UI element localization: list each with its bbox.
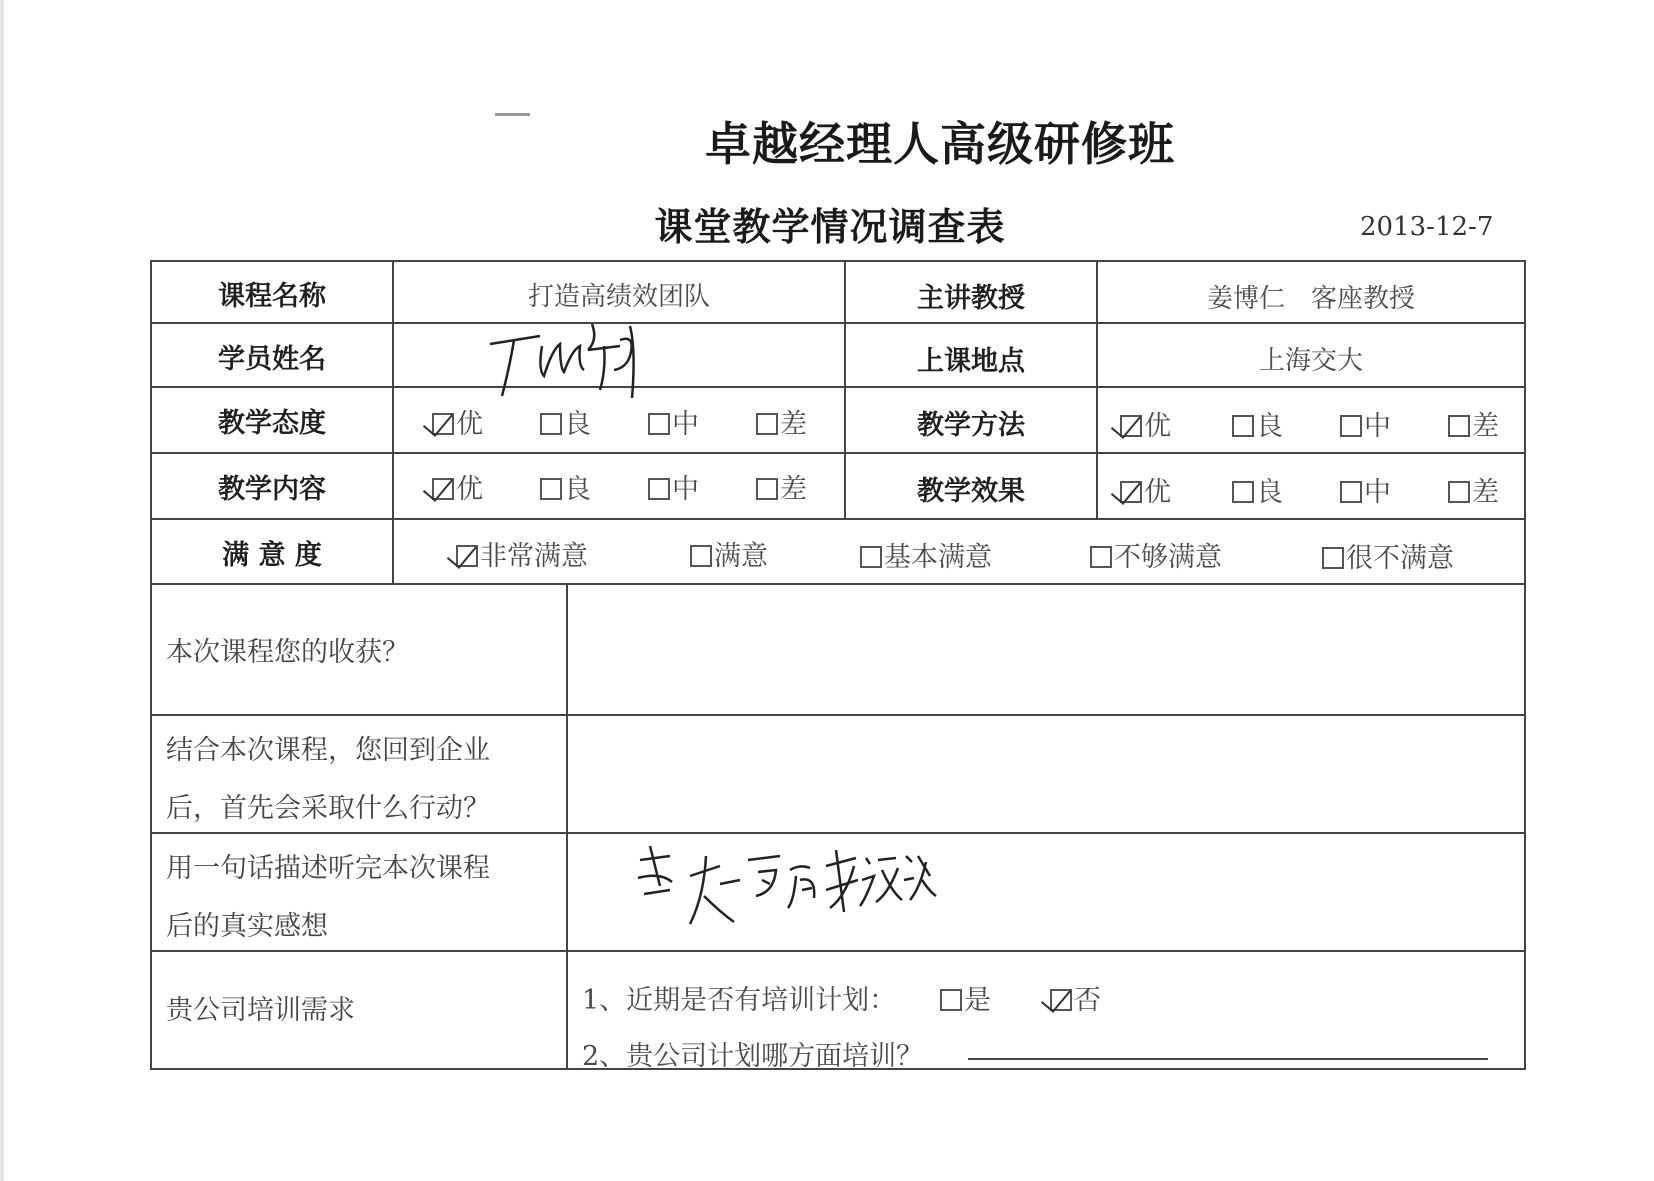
grid-line (150, 260, 152, 1070)
training-plan-question: 1、近期是否有培训计划： (582, 985, 897, 1016)
grid-line (150, 322, 1526, 324)
checkbox-icon (648, 413, 670, 435)
grid-line (150, 950, 1526, 952)
checkbox-icon (860, 546, 882, 568)
teaching-method-label: 教学方法 (917, 410, 1025, 441)
question-action-line1: 结合本次课程，您回到企业 (166, 735, 490, 766)
checkbox-icon (648, 478, 670, 500)
question-action-line2: 后，首先会采取什么行动？ (166, 793, 490, 824)
checkbox-icon (940, 989, 962, 1011)
checkbox-icon (1322, 547, 1344, 569)
attitude-option-poor[interactable]: 差 (756, 402, 807, 441)
grid-line (150, 714, 1526, 716)
checkbox-icon (1232, 415, 1254, 437)
course-name-label: 课程名称 (218, 281, 326, 312)
grid-line (150, 260, 1526, 262)
student-signature (480, 310, 670, 400)
method-option-excellent[interactable]: 优 (1120, 404, 1171, 443)
student-name-label: 学员姓名 (218, 344, 326, 375)
grid-line (150, 386, 1526, 388)
location-value: 上海交大 (1258, 346, 1363, 376)
checkbox-icon (1340, 415, 1362, 437)
handwritten-answer (630, 836, 940, 946)
effect-option-excellent[interactable]: 优 (1120, 470, 1171, 509)
location-label: 上课地点 (917, 346, 1025, 377)
checkbox-icon (756, 413, 778, 435)
grid-line (150, 518, 1526, 520)
grid-line (566, 583, 568, 1070)
question-gains: 本次课程您的收获？ (166, 637, 409, 668)
form-subtitle: 课堂教学情况调查表 (654, 205, 1006, 249)
checkbox-icon (540, 478, 562, 500)
checkbox-checked-icon (432, 413, 454, 435)
training-area-answer-line[interactable] (968, 1058, 1488, 1060)
training-plan-no[interactable]: 否 (1050, 978, 1101, 1017)
checkbox-checked-icon (456, 545, 478, 567)
form-date: 2013-12-7 (1360, 212, 1494, 242)
checkbox-icon (756, 478, 778, 500)
checkbox-icon (1448, 415, 1470, 437)
question-feeling-line2: 后的真实感想 (166, 911, 328, 942)
checkbox-icon (1232, 481, 1254, 503)
satisfaction-option-basically-satisfied[interactable]: 基本满意 (860, 535, 992, 574)
content-option-average[interactable]: 中 (648, 467, 699, 506)
effect-option-good[interactable]: 良 (1232, 470, 1283, 509)
content-option-poor[interactable]: 差 (756, 467, 807, 506)
effect-option-poor[interactable]: 差 (1448, 470, 1499, 509)
checkbox-icon (1448, 481, 1470, 503)
course-name-value: 打造高绩效团队 (527, 282, 710, 312)
attitude-option-good[interactable]: 良 (540, 402, 591, 441)
question-feeling-line1: 用一句话描述听完本次课程 (166, 853, 490, 884)
satisfaction-option-very-unsatisfied[interactable]: 很不满意 (1322, 536, 1454, 575)
checkbox-icon (540, 413, 562, 435)
question-training-needs: 贵公司培训需求 (166, 995, 355, 1026)
teaching-effect-label: 教学效果 (917, 476, 1025, 507)
form-title: 卓越经理人高级研修班 (705, 117, 1175, 171)
method-option-average[interactable]: 中 (1340, 404, 1391, 443)
satisfaction-option-very-satisfied[interactable]: 非常满意 (456, 534, 588, 573)
grid-line (150, 583, 1526, 585)
training-area-question: 2、贵公司计划哪方面培训？ (582, 1041, 924, 1072)
teaching-content-label: 教学内容 (218, 474, 326, 505)
checkbox-checked-icon (432, 478, 454, 500)
satisfaction-label: 满 意 度 (222, 540, 322, 571)
checkbox-checked-icon (1120, 481, 1142, 503)
grid-line (150, 452, 1526, 454)
attitude-option-excellent[interactable]: 优 (432, 402, 483, 441)
content-option-excellent[interactable]: 优 (432, 467, 483, 506)
attitude-option-average[interactable]: 中 (648, 402, 699, 441)
checkbox-checked-icon (1050, 989, 1072, 1011)
method-option-good[interactable]: 良 (1232, 404, 1283, 443)
method-option-poor[interactable]: 差 (1448, 404, 1499, 443)
checkbox-icon (690, 545, 712, 567)
training-plan-yes[interactable]: 是 (940, 978, 991, 1017)
grid-line (1524, 260, 1526, 1070)
teaching-attitude-label: 教学态度 (218, 408, 326, 439)
satisfaction-option-not-satisfied[interactable]: 不够满意 (1090, 535, 1222, 574)
effect-option-average[interactable]: 中 (1340, 470, 1391, 509)
checkbox-icon (1340, 481, 1362, 503)
satisfaction-option-satisfied[interactable]: 满意 (690, 534, 768, 573)
professor-label: 主讲教授 (917, 283, 1025, 314)
checkbox-checked-icon (1120, 415, 1142, 437)
checkbox-icon (1090, 546, 1112, 568)
professor-value: 姜博仁 客座教授 (1206, 284, 1415, 314)
content-option-good[interactable]: 良 (540, 467, 591, 506)
